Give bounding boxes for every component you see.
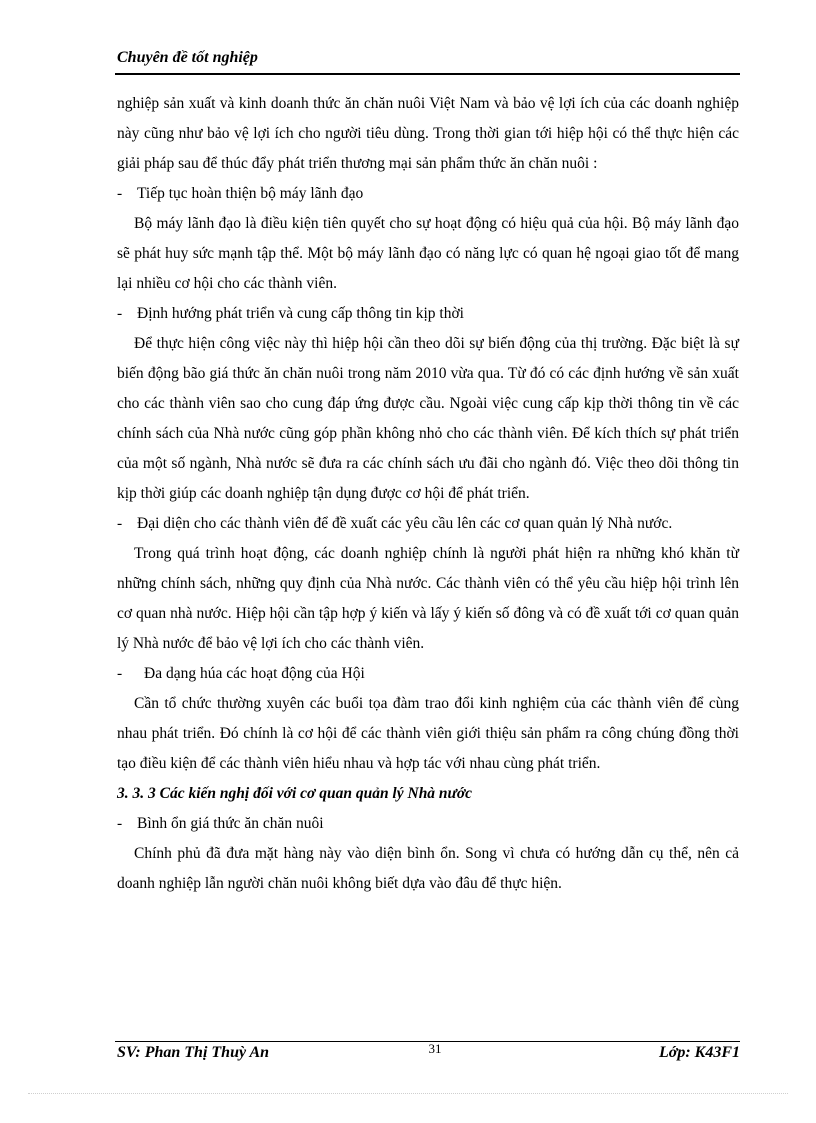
paragraph: Chính phủ đã đưa mặt hàng này vào diện bình ổn. Song vì chưa có hướng dẫn cụ thể, nên cả doanh nghiệp lẫn người chăn nuôi không biết dựa vào đâu để thực hiện. bbox=[117, 845, 739, 892]
bullet-marker: - bbox=[117, 515, 123, 532]
bullet-marker: - bbox=[117, 815, 123, 832]
bullet-item bbox=[117, 299, 739, 329]
page-number: 31 bbox=[428, 1041, 442, 1056]
bullet-item bbox=[117, 179, 739, 209]
paragraph: Bộ máy lãnh đạo là điều kiện tiên quyết cho sự hoạt động có hiệu quả của hội. Bộ máy lãnh đạo sẽ phát huy sức mạnh tập thể. Một bộ máy lãnh đạo có năng lực có quan hệ ngoại giao tốt để mang lại nhiều cơ hội cho các thành viên. bbox=[117, 215, 739, 292]
header-title: Chuyên đề tốt nghiệp bbox=[117, 49, 258, 66]
bullet-item bbox=[117, 509, 739, 539]
bullet-marker: - bbox=[117, 185, 123, 202]
bullet-marker: - bbox=[117, 665, 123, 682]
paragraph: Cần tổ chức thường xuyên các buổi tọa đàm trao đổi kinh nghiệm của các thành viên để cùng nhau phát triển. Đó chính là cơ hội để các thành viên giới thiệu sản phẩm ra công chúng đồng thời tạo điều kiện để các thành viên hiểu nhau và hợp tác với nhau cùng phát triển. bbox=[117, 695, 739, 772]
page-border bbox=[28, 1093, 788, 1094]
bullet-text: Đại diện cho các thành viên để đề xuất các yêu cầu lên các cơ quan quản lý Nhà nước. bbox=[137, 515, 673, 532]
bullet-item bbox=[117, 659, 739, 689]
section-heading: 3. 3. 3 Các kiến nghị đối với cơ quan quản lý Nhà nước bbox=[117, 785, 473, 802]
bullet-text: Định hướng phát triển và cung cấp thông tin kịp thời bbox=[137, 305, 464, 322]
bullet-text: Bình ổn giá thức ăn chăn nuôi bbox=[137, 815, 324, 832]
bullet-item bbox=[117, 809, 739, 839]
bullet-marker: - bbox=[117, 305, 123, 322]
paragraph: Để thực hiện công việc này thì hiệp hội cần theo dõi sự biến động của thị trường. Đặc biệt là sự biến động bão giá thức ăn chăn nuôi trong năm 2010 vừa qua. Từ đó có các định hướng về sản xuất cho các thành viên sao cho cung đáp ứng được cầu. Ngoài việc cung cấp kịp thời thông tin về các chính sách của Nhà nước cũng góp phần không nhỏ cho các thành viên. Để kích thích sự phát triển của một số ngành, Nhà nước sẽ đưa ra các chính sách ưu đãi cho ngành đó. Việc theo dõi thông tin kịp thời giúp các doanh nghiệp tận dụng được cơ hội để phát triển. bbox=[117, 335, 739, 502]
footer-class: Lớp: K43F1 bbox=[658, 1044, 740, 1061]
bullet-text: Tiếp tục hoàn thiện bộ máy lãnh đạo bbox=[137, 185, 364, 202]
document-body bbox=[117, 89, 739, 899]
header-divider bbox=[115, 73, 740, 75]
paragraph: nghiệp sản xuất và kinh doanh thức ăn chăn nuôi Việt Nam và bảo vệ lợi ích của các doanh nghiệp này cũng như bảo vệ lợi ích cho người tiêu dùng. Trong thời gian tới hiệp hội có thể thực hiện các giải pháp sau để thúc đẩy phát triển thương mại sản phẩm thức ăn chăn nuôi : bbox=[117, 95, 739, 172]
paragraph: Trong quá trình hoạt động, các doanh nghiệp chính là người phát hiện ra những khó khăn từ những chính sách, những quy định của Nhà nước. Các thành viên có thể yêu cầu hiệp hội trình lên cơ quan nhà nước. Hiệp hội cần tập hợp ý kiến và lấy ý kiến số đông và có đề xuất tới cơ quan quản lý Nhà nước để bảo vệ lợi ích cho các thành viên. bbox=[117, 545, 739, 652]
footer-student-name: SV: Phan Thị Thuỳ An bbox=[117, 1044, 270, 1061]
bullet-text: Đa dạng húa các hoạt động của Hội bbox=[144, 665, 365, 682]
